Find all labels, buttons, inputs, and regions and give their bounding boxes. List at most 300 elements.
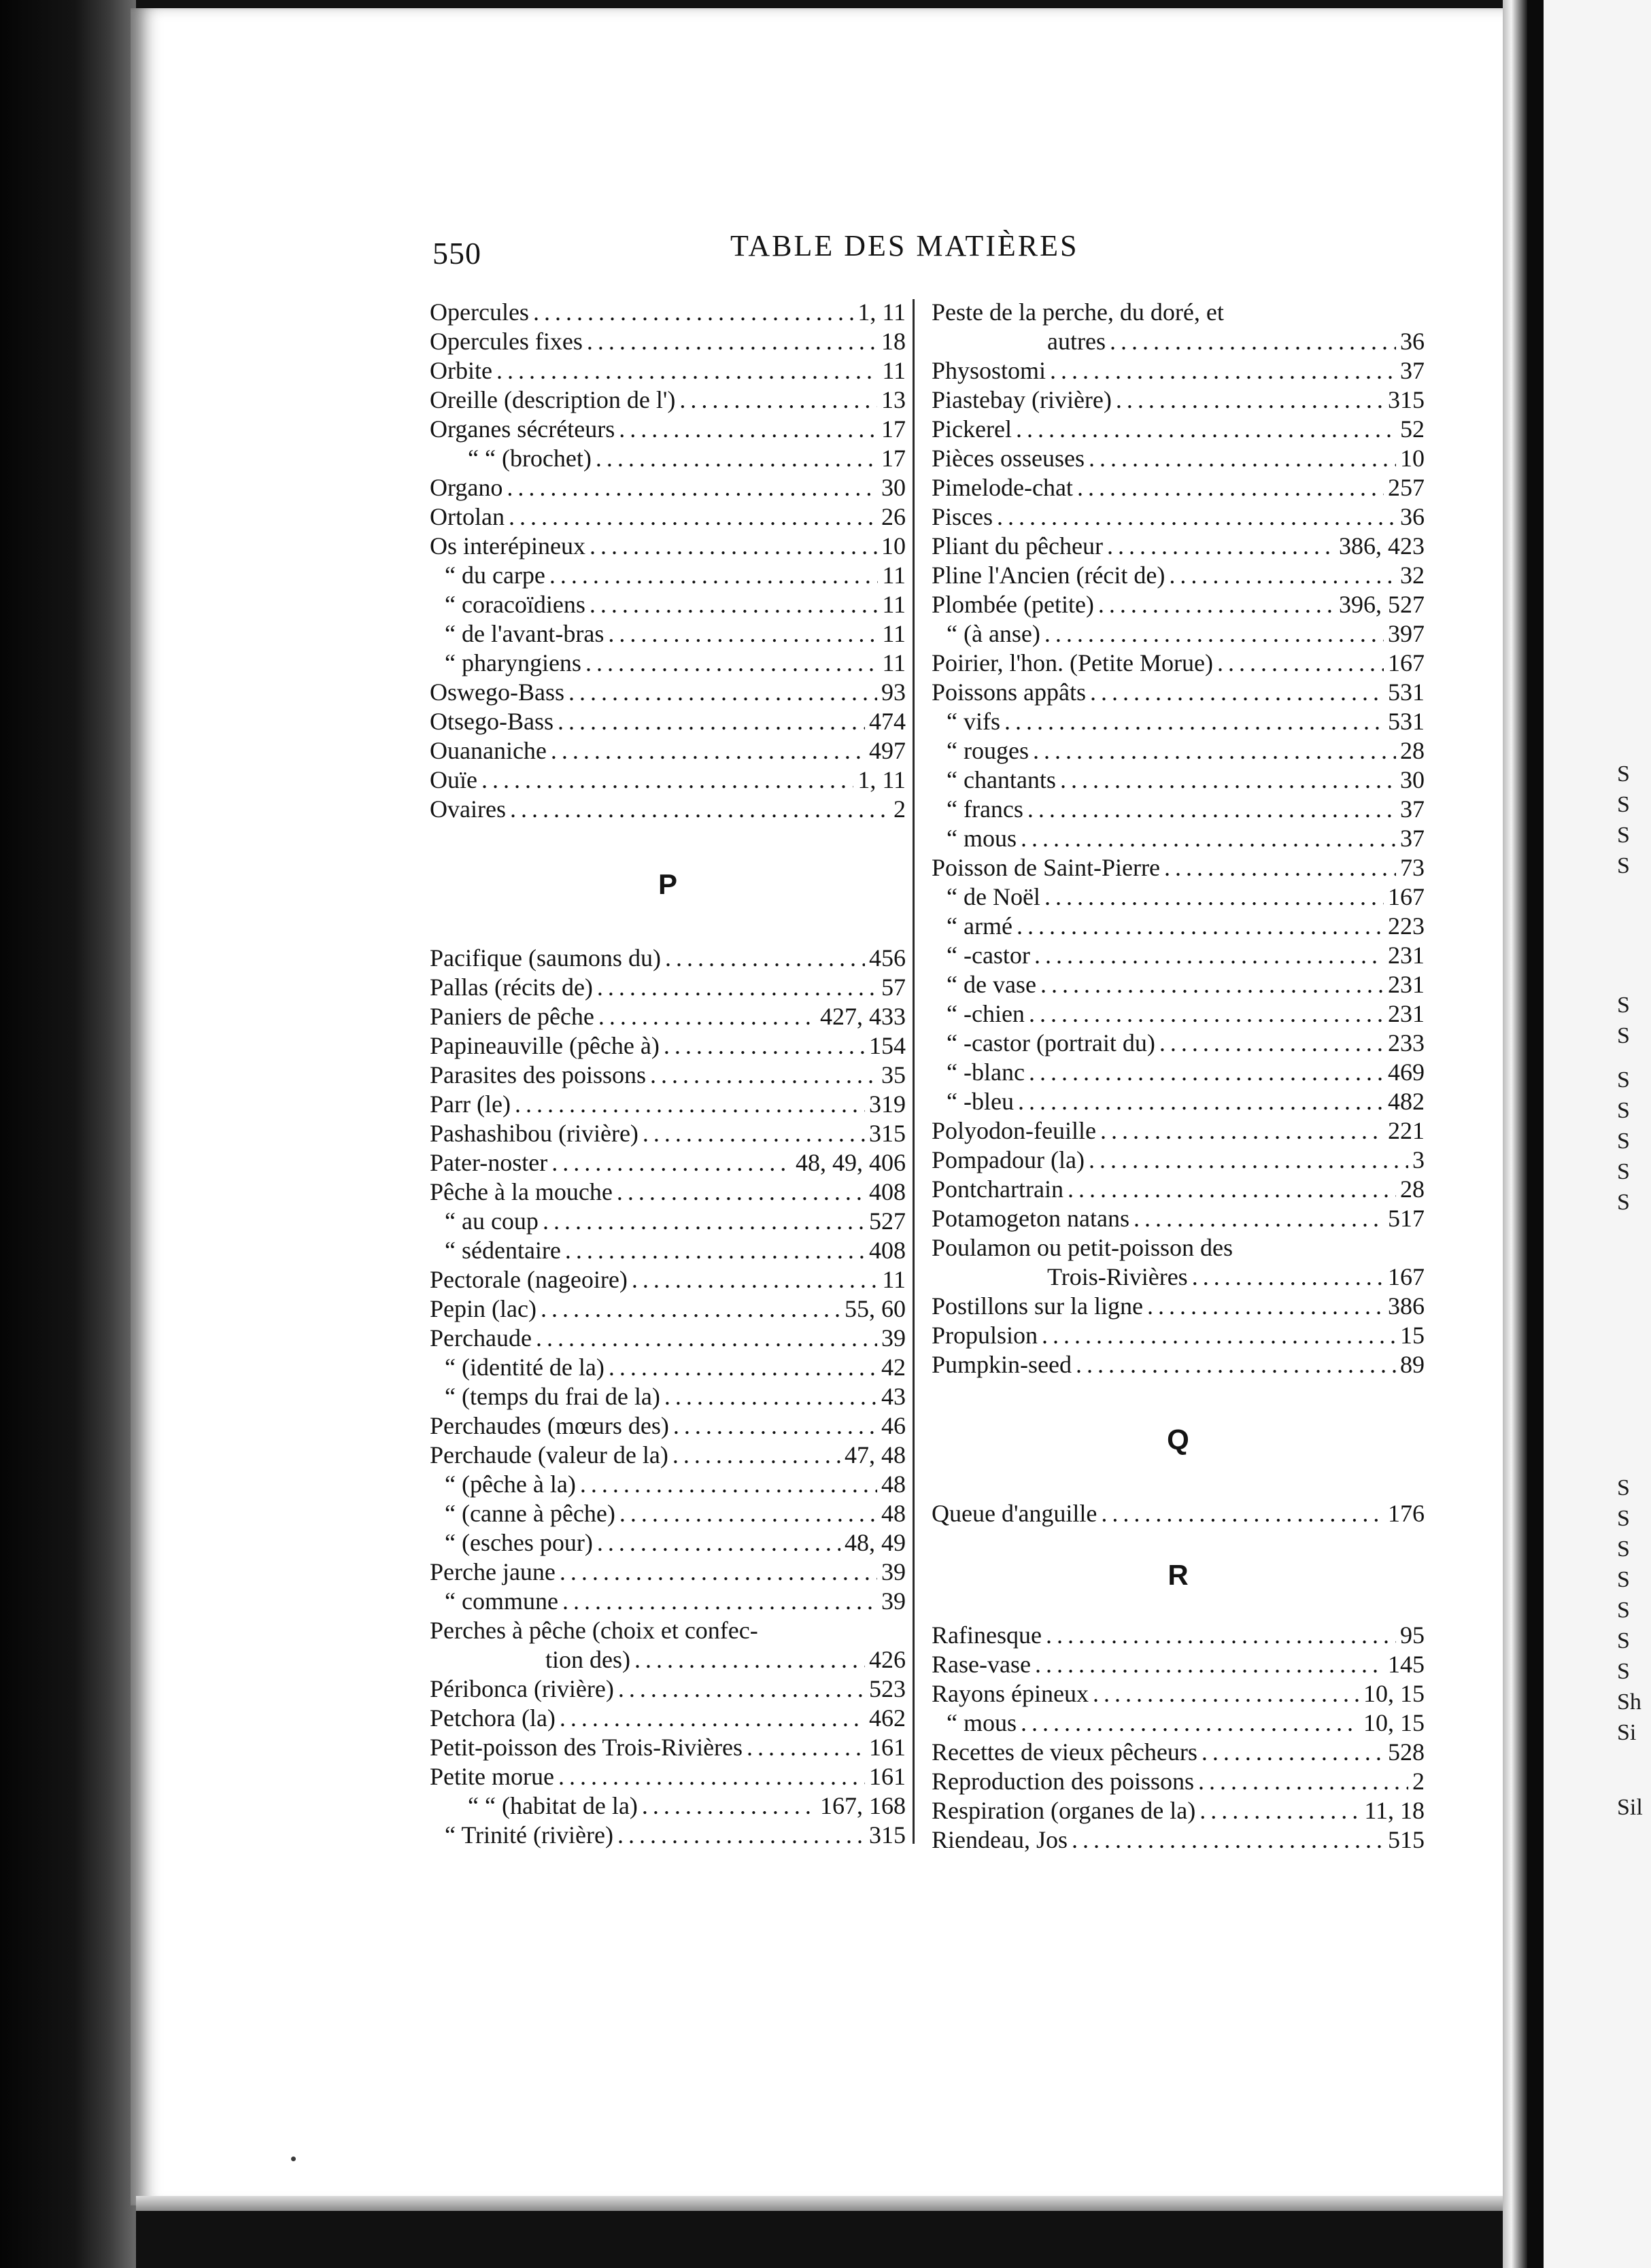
index-entry bbox=[430, 1587, 906, 1616]
book-gutter bbox=[0, 0, 136, 2268]
dot-leader bbox=[1027, 795, 1396, 824]
dot-leader bbox=[679, 385, 877, 415]
entry-page-ref: 231 bbox=[1388, 971, 1425, 998]
index-entry bbox=[430, 1382, 906, 1411]
dot-leader bbox=[1199, 1796, 1360, 1825]
entry-page-ref: 315 bbox=[1388, 386, 1425, 413]
dot-leader bbox=[1044, 619, 1384, 649]
index-entry bbox=[430, 1090, 906, 1119]
entry-page-ref: 474 bbox=[869, 708, 906, 735]
dot-leader bbox=[997, 502, 1396, 532]
entry-term: “ “ (brochet) bbox=[468, 445, 592, 472]
entry-term: Paniers de pêche bbox=[430, 1003, 594, 1030]
entry-page-ref: 3 bbox=[1412, 1146, 1425, 1173]
entry-term: Pisces bbox=[932, 503, 993, 530]
dot-leader bbox=[1029, 1058, 1384, 1087]
index-entry bbox=[430, 1324, 906, 1353]
dot-leader bbox=[510, 795, 889, 824]
dot-leader bbox=[597, 973, 877, 1002]
dot-leader bbox=[515, 1090, 865, 1119]
entry-term: Organo bbox=[430, 474, 503, 501]
entry-page-ref: 469 bbox=[1388, 1059, 1425, 1086]
dot-leader bbox=[590, 590, 878, 619]
entry-term: Physostomi bbox=[932, 357, 1046, 384]
dot-leader bbox=[617, 1178, 865, 1207]
entry-term: Parasites des poissons bbox=[430, 1061, 646, 1088]
entry-page-ref: 315 bbox=[869, 1821, 906, 1849]
adjacent-page-text-fragment: S bbox=[1617, 1023, 1630, 1048]
entry-term: Orbite bbox=[430, 357, 492, 384]
dot-leader bbox=[536, 1324, 877, 1353]
dot-leader bbox=[632, 1265, 878, 1294]
index-entry bbox=[932, 1796, 1425, 1825]
entry-page-ref: 52 bbox=[1400, 415, 1425, 443]
entry-page-ref: 47, 48 bbox=[845, 1441, 906, 1468]
index-entry bbox=[932, 649, 1425, 678]
index-entry bbox=[430, 1061, 906, 1090]
page-number: 550 bbox=[432, 236, 481, 271]
index-entry bbox=[932, 1321, 1425, 1350]
entry-page-ref: 456 bbox=[869, 944, 906, 972]
entry-term: “ (temps du frai de la) bbox=[445, 1383, 660, 1410]
dot-leader bbox=[1101, 1499, 1384, 1528]
dot-leader bbox=[590, 532, 877, 561]
section-letter-P: P bbox=[658, 867, 677, 900]
entry-page-ref: 13 bbox=[881, 386, 906, 413]
entry-term: “ (esches pour) bbox=[445, 1529, 593, 1556]
entry-term: Plombée (petite) bbox=[932, 591, 1094, 618]
dot-leader bbox=[549, 561, 878, 590]
entry-term: Pompadour (la) bbox=[932, 1146, 1085, 1173]
index-entry bbox=[932, 444, 1425, 473]
entry-term: Pater-noster bbox=[430, 1149, 548, 1176]
entry-page-ref: 319 bbox=[869, 1090, 906, 1118]
index-entry bbox=[932, 1233, 1425, 1262]
index-entry bbox=[932, 415, 1425, 444]
entry-page-ref: 11, 18 bbox=[1364, 1797, 1425, 1824]
entry-term: Parr (le) bbox=[430, 1090, 511, 1118]
dot-leader bbox=[619, 415, 877, 444]
index-entry bbox=[932, 999, 1425, 1029]
index-entry bbox=[932, 298, 1425, 327]
entry-term: Rayons épineux bbox=[932, 1680, 1089, 1707]
index-entry bbox=[430, 973, 906, 1002]
entry-term: Os interépineux bbox=[430, 532, 585, 560]
dot-leader bbox=[1016, 415, 1396, 444]
entry-page-ref: 397 bbox=[1388, 620, 1425, 647]
adjacent-page-text-fragment: Sil bbox=[1617, 1795, 1643, 1820]
entry-page-ref: 527 bbox=[869, 1207, 906, 1235]
index-entry bbox=[430, 678, 906, 707]
index-entry bbox=[430, 1645, 906, 1674]
section-letter-R: R bbox=[1168, 1558, 1189, 1591]
entry-term: “ francs bbox=[947, 795, 1023, 823]
entry-page-ref: 30 bbox=[881, 474, 906, 501]
entry-page-ref: 11 bbox=[882, 620, 906, 647]
page-bottom-edge bbox=[136, 2196, 1523, 2211]
entry-term: “ “ (habitat de la) bbox=[468, 1792, 638, 1819]
dot-leader bbox=[1116, 385, 1384, 415]
entry-page-ref: 55, 60 bbox=[845, 1295, 906, 1322]
adjacent-page-text-fragment: S bbox=[1617, 1475, 1630, 1500]
entry-page-ref: 528 bbox=[1388, 1738, 1425, 1766]
entry-page-ref: 426 bbox=[869, 1646, 906, 1673]
entry-page-ref: 1, 11 bbox=[857, 298, 906, 326]
entry-page-ref: 36 bbox=[1400, 503, 1425, 530]
index-entry bbox=[932, 1058, 1425, 1087]
entry-term: Pickerel bbox=[932, 415, 1012, 443]
entry-term: Pline l'Ancien (récit de) bbox=[932, 562, 1165, 589]
entry-term: Papineauville (pêche à) bbox=[430, 1032, 660, 1059]
dot-leader bbox=[1159, 1029, 1384, 1058]
dot-leader bbox=[533, 298, 853, 327]
dot-leader bbox=[541, 1294, 840, 1324]
index-entry bbox=[932, 1087, 1425, 1116]
entry-page-ref: 497 bbox=[869, 737, 906, 764]
entry-page-ref: 1, 11 bbox=[857, 766, 906, 793]
entry-page-ref: 42 bbox=[881, 1354, 906, 1381]
entry-page-ref: 531 bbox=[1388, 678, 1425, 706]
dot-leader bbox=[1021, 1708, 1359, 1738]
dot-leader bbox=[1164, 853, 1396, 882]
dot-leader bbox=[618, 1674, 865, 1704]
entry-term: “ de Noël bbox=[947, 883, 1040, 910]
entry-page-ref: 233 bbox=[1388, 1029, 1425, 1056]
index-entry bbox=[430, 1148, 906, 1178]
adjacent-page-text-fragment: S bbox=[1617, 823, 1630, 848]
dot-leader bbox=[1198, 1767, 1408, 1796]
dot-leader bbox=[643, 1119, 865, 1148]
entry-term: Opercules fixes bbox=[430, 328, 583, 355]
entry-term: “ vifs bbox=[947, 708, 1000, 735]
dot-leader bbox=[1090, 678, 1384, 707]
entry-term: Rafinesque bbox=[932, 1621, 1042, 1649]
entry-term: Pimelode-chat bbox=[932, 474, 1073, 501]
entry-page-ref: 176 bbox=[1388, 1500, 1425, 1527]
index-entry bbox=[430, 1207, 906, 1236]
entry-page-ref: 408 bbox=[869, 1178, 906, 1205]
entry-term: Perche jaune bbox=[430, 1558, 556, 1585]
dot-leader bbox=[608, 619, 878, 649]
dot-leader bbox=[596, 444, 877, 473]
entry-page-ref: 2 bbox=[1412, 1768, 1425, 1795]
entry-term: tion des) bbox=[545, 1646, 630, 1673]
entry-page-ref: 93 bbox=[881, 678, 906, 706]
dot-leader bbox=[634, 1645, 865, 1674]
index-entry bbox=[430, 1791, 906, 1821]
index-section-Q bbox=[932, 1499, 1425, 1528]
entry-term: “ (pêche à la) bbox=[445, 1471, 576, 1498]
entry-term: Oswego-Bass bbox=[430, 678, 564, 706]
index-entry bbox=[430, 1704, 906, 1733]
entry-page-ref: 48, 49, 406 bbox=[796, 1149, 906, 1176]
entry-term: Reproduction des poissons bbox=[932, 1768, 1194, 1795]
entry-page-ref: 10, 15 bbox=[1363, 1680, 1425, 1707]
dot-leader bbox=[551, 736, 865, 766]
index-entry bbox=[932, 356, 1425, 385]
entry-page-ref: 396, 527 bbox=[1339, 591, 1425, 618]
entry-term: “ rouges bbox=[947, 737, 1029, 764]
entry-term: Perchaude bbox=[430, 1324, 532, 1352]
entry-term: “ -castor bbox=[947, 942, 1030, 969]
adjacent-page-text-fragment: S bbox=[1617, 792, 1630, 817]
entry-page-ref: 37 bbox=[1400, 357, 1425, 384]
index-entry bbox=[430, 1821, 906, 1850]
index-entry bbox=[430, 1558, 906, 1587]
right-column bbox=[932, 298, 1425, 1855]
dot-leader bbox=[1072, 1825, 1384, 1855]
index-entry bbox=[430, 1470, 906, 1499]
index-entry bbox=[932, 1292, 1425, 1321]
dot-leader bbox=[1033, 736, 1396, 766]
index-entry bbox=[430, 1674, 906, 1704]
dot-leader bbox=[1046, 1621, 1396, 1650]
entry-term: Pepin (lac) bbox=[430, 1295, 537, 1322]
entry-term: Perchaudes (mœurs des) bbox=[430, 1412, 669, 1439]
dot-leader bbox=[1098, 590, 1335, 619]
dot-leader bbox=[565, 1236, 865, 1265]
entry-term: Pumpkin-seed bbox=[932, 1351, 1072, 1378]
entry-term: Poirier, l'hon. (Petite Morue) bbox=[932, 649, 1213, 676]
index-entry bbox=[430, 1762, 906, 1791]
dot-leader bbox=[481, 766, 853, 795]
entry-term: “ -bleu bbox=[947, 1088, 1014, 1115]
entry-term: Peste de la perche, du doré, et bbox=[932, 298, 1224, 326]
entry-page-ref: 73 bbox=[1400, 854, 1425, 881]
adjacent-page-text-fragment: Sh bbox=[1617, 1689, 1641, 1715]
entry-term: Recettes de vieux pêcheurs bbox=[932, 1738, 1197, 1766]
dot-leader bbox=[507, 473, 877, 502]
entry-term: Pontchartrain bbox=[932, 1175, 1063, 1203]
entry-page-ref: 408 bbox=[869, 1237, 906, 1264]
index-entry bbox=[932, 824, 1425, 853]
index-section-P-continued bbox=[932, 298, 1425, 1379]
entry-term: “ -castor (portrait du) bbox=[947, 1029, 1155, 1056]
index-entry bbox=[430, 590, 906, 619]
entry-term: “ (à anse) bbox=[947, 620, 1040, 647]
index-entry bbox=[430, 795, 906, 824]
entry-term: Poisson de Saint-Pierre bbox=[932, 854, 1160, 881]
entry-page-ref: 32 bbox=[1400, 562, 1425, 589]
index-entry bbox=[430, 1265, 906, 1294]
index-entry bbox=[932, 473, 1425, 502]
index-entry bbox=[430, 736, 906, 766]
index-entry bbox=[430, 1528, 906, 1558]
entry-page-ref: 48, 49 bbox=[845, 1529, 906, 1556]
dot-leader bbox=[1060, 766, 1396, 795]
index-entry bbox=[932, 941, 1425, 970]
entry-term: Poulamon ou petit-poisson des bbox=[932, 1234, 1233, 1261]
index-entry bbox=[932, 853, 1425, 882]
dot-leader bbox=[1147, 1292, 1384, 1321]
dot-leader bbox=[617, 1821, 865, 1850]
entry-term: Petchora (la) bbox=[430, 1704, 556, 1732]
entry-page-ref: 386, 423 bbox=[1339, 532, 1425, 560]
entry-page-ref: 28 bbox=[1400, 1175, 1425, 1203]
entry-term: Ouïe bbox=[430, 766, 477, 793]
dot-leader bbox=[1134, 1204, 1384, 1233]
entry-term: “ du carpe bbox=[445, 562, 545, 589]
entry-page-ref: 48 bbox=[881, 1471, 906, 1498]
entry-page-ref: 167, 168 bbox=[820, 1792, 906, 1819]
index-entry bbox=[430, 1441, 906, 1470]
index-entry bbox=[430, 473, 906, 502]
adjacent-page-text-fragment: S bbox=[1617, 853, 1630, 878]
entry-page-ref: 11 bbox=[882, 562, 906, 589]
adjacent-page-text-fragment: S bbox=[1617, 1536, 1630, 1562]
index-entry bbox=[430, 649, 906, 678]
dot-leader bbox=[619, 1499, 877, 1528]
index-entry bbox=[932, 1825, 1425, 1855]
entry-term: Perches à pêche (choix et confec- bbox=[430, 1617, 758, 1644]
entry-page-ref: 167 bbox=[1388, 649, 1425, 676]
index-entry bbox=[932, 795, 1425, 824]
index-entry bbox=[932, 736, 1425, 766]
entry-page-ref: 223 bbox=[1388, 912, 1425, 940]
index-entry bbox=[430, 298, 906, 327]
dot-leader bbox=[1004, 707, 1384, 736]
entry-term: autres bbox=[1047, 328, 1106, 355]
dot-leader bbox=[1021, 824, 1396, 853]
entry-page-ref: 167 bbox=[1388, 1263, 1425, 1290]
entry-term: Oreille (description de l') bbox=[430, 386, 676, 413]
entry-term: “ mous bbox=[947, 825, 1017, 852]
index-entry bbox=[932, 912, 1425, 941]
adjacent-page-text-fragment: S bbox=[1617, 1098, 1630, 1123]
entry-term: Ortolan bbox=[430, 503, 505, 530]
index-entry bbox=[932, 1262, 1425, 1292]
index-entry bbox=[430, 1236, 906, 1265]
adjacent-page-text-fragment: S bbox=[1617, 1129, 1630, 1154]
adjacent-page-text-fragment: S bbox=[1617, 1067, 1630, 1093]
index-entry bbox=[430, 532, 906, 561]
entry-term: “ commune bbox=[445, 1587, 558, 1615]
entry-page-ref: 89 bbox=[1400, 1351, 1425, 1378]
entry-page-ref: 17 bbox=[881, 445, 906, 472]
index-entry bbox=[430, 1294, 906, 1324]
entry-term: Rase-vase bbox=[932, 1651, 1031, 1678]
index-entry bbox=[932, 1767, 1425, 1796]
entry-page-ref: 11 bbox=[882, 1266, 906, 1293]
index-entry bbox=[932, 385, 1425, 415]
index-entry bbox=[430, 944, 906, 973]
index-entry bbox=[932, 590, 1425, 619]
entry-page-ref: 231 bbox=[1388, 942, 1425, 969]
index-entry bbox=[430, 1499, 906, 1528]
dot-leader bbox=[1110, 327, 1396, 356]
entry-term: Riendeau, Jos bbox=[932, 1826, 1068, 1853]
dot-leader bbox=[1044, 882, 1384, 912]
entry-term: “ au coup bbox=[445, 1207, 539, 1235]
entry-page-ref: 30 bbox=[1400, 766, 1425, 793]
entry-term: Respiration (organes de la) bbox=[932, 1797, 1196, 1824]
dot-leader bbox=[673, 1411, 877, 1441]
dot-leader bbox=[1034, 941, 1384, 970]
left-column bbox=[430, 298, 906, 1850]
index-entry bbox=[430, 1733, 906, 1762]
index-entry bbox=[932, 1029, 1425, 1058]
dot-leader bbox=[664, 1382, 877, 1411]
entry-term: Organes sécréteurs bbox=[430, 415, 615, 443]
entry-page-ref: 11 bbox=[882, 357, 906, 384]
index-entry bbox=[932, 1708, 1425, 1738]
dot-leader bbox=[560, 1558, 877, 1587]
dot-leader bbox=[1076, 1350, 1396, 1379]
dot-leader bbox=[1035, 1650, 1384, 1679]
entry-page-ref: 523 bbox=[869, 1675, 906, 1702]
index-entry bbox=[430, 385, 906, 415]
dot-leader bbox=[558, 1762, 865, 1791]
index-entry bbox=[932, 1204, 1425, 1233]
dot-leader bbox=[509, 502, 877, 532]
dot-leader bbox=[1089, 1146, 1408, 1175]
index-entry bbox=[430, 327, 906, 356]
index-entry bbox=[932, 619, 1425, 649]
index-entry bbox=[932, 1621, 1425, 1650]
entry-page-ref: 57 bbox=[881, 974, 906, 1001]
dot-leader bbox=[747, 1733, 865, 1762]
entry-page-ref: 37 bbox=[1400, 825, 1425, 852]
dot-leader bbox=[496, 356, 878, 385]
entry-term: Piastebay (rivière) bbox=[932, 386, 1112, 413]
dot-leader bbox=[642, 1791, 816, 1821]
index-entry bbox=[932, 1146, 1425, 1175]
entry-page-ref: 462 bbox=[869, 1704, 906, 1732]
dot-leader bbox=[1040, 970, 1384, 999]
entry-term: Polyodon-feuille bbox=[932, 1117, 1096, 1144]
dot-leader bbox=[1018, 1087, 1384, 1116]
index-entry bbox=[430, 1411, 906, 1441]
index-entry bbox=[932, 1738, 1425, 1767]
dot-leader bbox=[650, 1061, 877, 1090]
dot-leader bbox=[558, 707, 865, 736]
entry-term: Propulsion bbox=[932, 1322, 1038, 1349]
index-entry bbox=[430, 619, 906, 649]
entry-page-ref: 28 bbox=[1400, 737, 1425, 764]
adjacent-page-text-fragment: S bbox=[1617, 1628, 1630, 1653]
index-entry bbox=[932, 532, 1425, 561]
index-entry bbox=[932, 1116, 1425, 1146]
index-entry bbox=[430, 707, 906, 736]
entry-term: “ chantants bbox=[947, 766, 1056, 793]
dot-leader bbox=[587, 327, 877, 356]
entry-page-ref: 39 bbox=[881, 1558, 906, 1585]
dot-leader bbox=[1169, 561, 1396, 590]
dot-leader bbox=[665, 944, 865, 973]
entry-term: “ (identité de la) bbox=[445, 1354, 605, 1381]
section-letter-Q: Q bbox=[1167, 1423, 1189, 1456]
entry-page-ref: 517 bbox=[1388, 1205, 1425, 1232]
entry-page-ref: 46 bbox=[881, 1412, 906, 1439]
entry-page-ref: 515 bbox=[1388, 1826, 1425, 1853]
entry-term: Petit-poisson des Trois-Rivières bbox=[430, 1734, 743, 1761]
entry-page-ref: 35 bbox=[881, 1061, 906, 1088]
index-entry bbox=[430, 1353, 906, 1382]
entry-term: Potamogeton natans bbox=[932, 1205, 1129, 1232]
entry-page-ref: 37 bbox=[1400, 795, 1425, 823]
index-entry bbox=[430, 1178, 906, 1207]
entry-term: “ de vase bbox=[947, 971, 1036, 998]
entry-term: “ -chien bbox=[947, 1000, 1025, 1027]
index-entry bbox=[430, 1031, 906, 1061]
dot-leader bbox=[1202, 1738, 1384, 1767]
adjacent-page-text-fragment: S bbox=[1617, 1598, 1630, 1623]
entry-term: Pallas (récits de) bbox=[430, 974, 593, 1001]
entry-page-ref: 11 bbox=[882, 591, 906, 618]
index-entry bbox=[932, 970, 1425, 999]
entry-page-ref: 315 bbox=[869, 1120, 906, 1147]
entry-page-ref: 48 bbox=[881, 1500, 906, 1527]
